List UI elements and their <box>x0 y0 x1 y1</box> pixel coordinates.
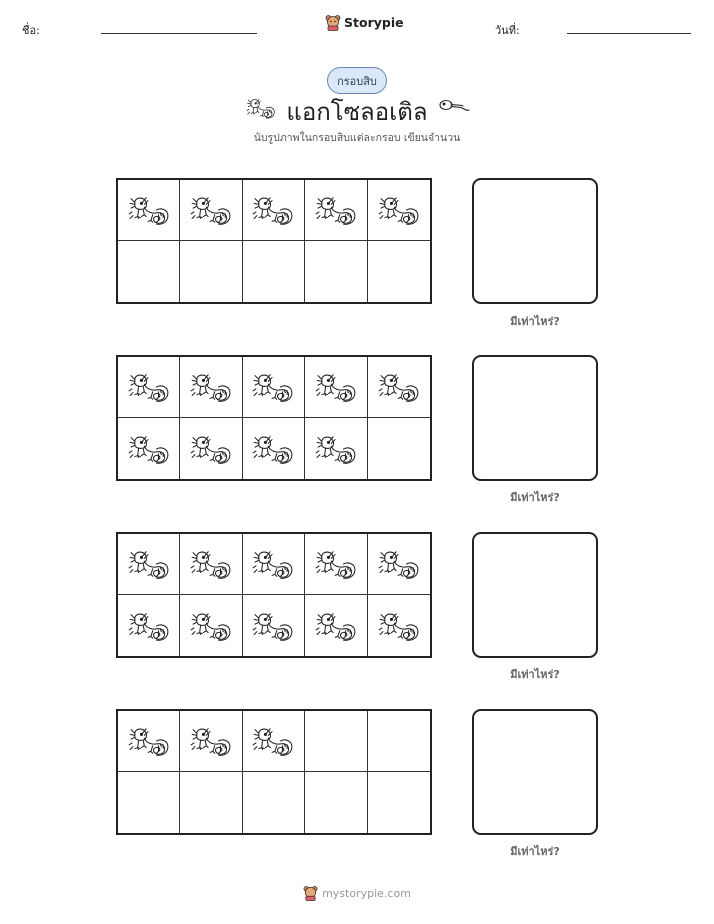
axolotl-icon <box>251 193 295 227</box>
frame-cell <box>118 357 180 418</box>
axolotl-icon <box>189 370 233 404</box>
frame-cell <box>243 711 305 772</box>
frame-cell <box>368 418 430 479</box>
frame-cell <box>118 418 180 479</box>
axolotl-icon <box>251 547 295 581</box>
frame-cell <box>180 241 242 302</box>
brand-name: Storypie <box>344 15 404 30</box>
frame-cell <box>180 772 242 833</box>
how-many-label-4: มีเท่าไหร่? <box>510 845 560 858</box>
topic-badge: กรอบสิบ <box>327 67 387 94</box>
brand-logo <box>325 14 404 31</box>
answer-box-2[interactable] <box>472 355 598 481</box>
axolotl-icon <box>189 724 233 758</box>
frame-cell <box>118 772 180 833</box>
axolotl-icon <box>377 547 421 581</box>
axolotl-icon <box>377 609 421 643</box>
frame-cell <box>368 241 430 302</box>
how-many-label-3: มีเท่าไหร่? <box>510 668 560 681</box>
frame-cell <box>305 772 367 833</box>
frame-cell <box>305 357 367 418</box>
frame-cell <box>305 180 367 241</box>
frame-cell <box>243 534 305 595</box>
frame-cell <box>305 418 367 479</box>
axolotl-icon <box>314 547 358 581</box>
bear-icon <box>303 885 318 901</box>
axolotl-icon <box>127 609 171 643</box>
axolotl-icon <box>127 547 171 581</box>
page-title: แอกโซลอเติล <box>286 98 428 126</box>
date-label: วันที่: <box>495 24 520 37</box>
axolotl-icon <box>377 193 421 227</box>
how-many-label-1: มีเท่าไหร่? <box>510 315 560 328</box>
frame-cell <box>243 180 305 241</box>
ten-frame-4 <box>116 709 432 835</box>
frame-cell <box>243 357 305 418</box>
frame-cell <box>118 534 180 595</box>
axolotl-icon <box>377 370 421 404</box>
instructions: นับรูปภาพในกรอบสิบแต่ละกรอบ เขียนจำนวน <box>253 132 461 144</box>
frame-cell <box>118 711 180 772</box>
frame-cell <box>243 772 305 833</box>
axolotl-icon <box>314 193 358 227</box>
tadpole-icon <box>438 98 470 116</box>
axolotl-icon <box>127 370 171 404</box>
frame-cell <box>180 418 242 479</box>
axolotl-icon <box>189 609 233 643</box>
frame-cell <box>368 595 430 656</box>
answer-box-1[interactable] <box>472 178 598 304</box>
frame-cell <box>180 357 242 418</box>
frame-cell <box>243 418 305 479</box>
frame-cell <box>305 711 367 772</box>
frame-cell <box>118 180 180 241</box>
bear-icon <box>325 14 341 31</box>
frame-cell <box>305 534 367 595</box>
axolotl-icon <box>314 370 358 404</box>
axolotl-icon <box>127 724 171 758</box>
answer-box-4[interactable] <box>472 709 598 835</box>
frame-cell <box>180 711 242 772</box>
axolotl-icon <box>251 724 295 758</box>
frame-cell <box>368 357 430 418</box>
frame-cell <box>118 241 180 302</box>
ten-frame-2 <box>116 355 432 481</box>
date-field[interactable] <box>567 33 691 34</box>
axolotl-icon <box>314 432 358 466</box>
name-label: ชื่อ: <box>22 24 40 37</box>
footer <box>0 885 714 901</box>
frame-cell <box>305 241 367 302</box>
frame-cell <box>368 534 430 595</box>
how-many-label-2: มีเท่าไหร่? <box>510 491 560 504</box>
axolotl-icon <box>251 609 295 643</box>
axolotl-icon <box>189 432 233 466</box>
frame-cell <box>180 534 242 595</box>
frame-cell <box>305 595 367 656</box>
ten-frame-1 <box>116 178 432 304</box>
frame-cell <box>243 241 305 302</box>
answer-box-3[interactable] <box>472 532 598 658</box>
axolotl-icon <box>251 432 295 466</box>
frame-cell <box>180 595 242 656</box>
axolotl-icon <box>127 193 171 227</box>
axolotl-icon <box>189 547 233 581</box>
name-field[interactable] <box>101 33 257 34</box>
frame-cell <box>368 180 430 241</box>
footer-url: mystorypie.com <box>322 886 411 900</box>
axolotl-icon <box>189 193 233 227</box>
frame-cell <box>368 772 430 833</box>
axolotl-icon <box>314 609 358 643</box>
frame-cell <box>368 711 430 772</box>
axolotl-icon <box>251 370 295 404</box>
frame-cell <box>180 180 242 241</box>
frame-cell <box>118 595 180 656</box>
axolotl-icon <box>127 432 171 466</box>
ten-frame-3 <box>116 532 432 658</box>
frame-cell <box>243 595 305 656</box>
